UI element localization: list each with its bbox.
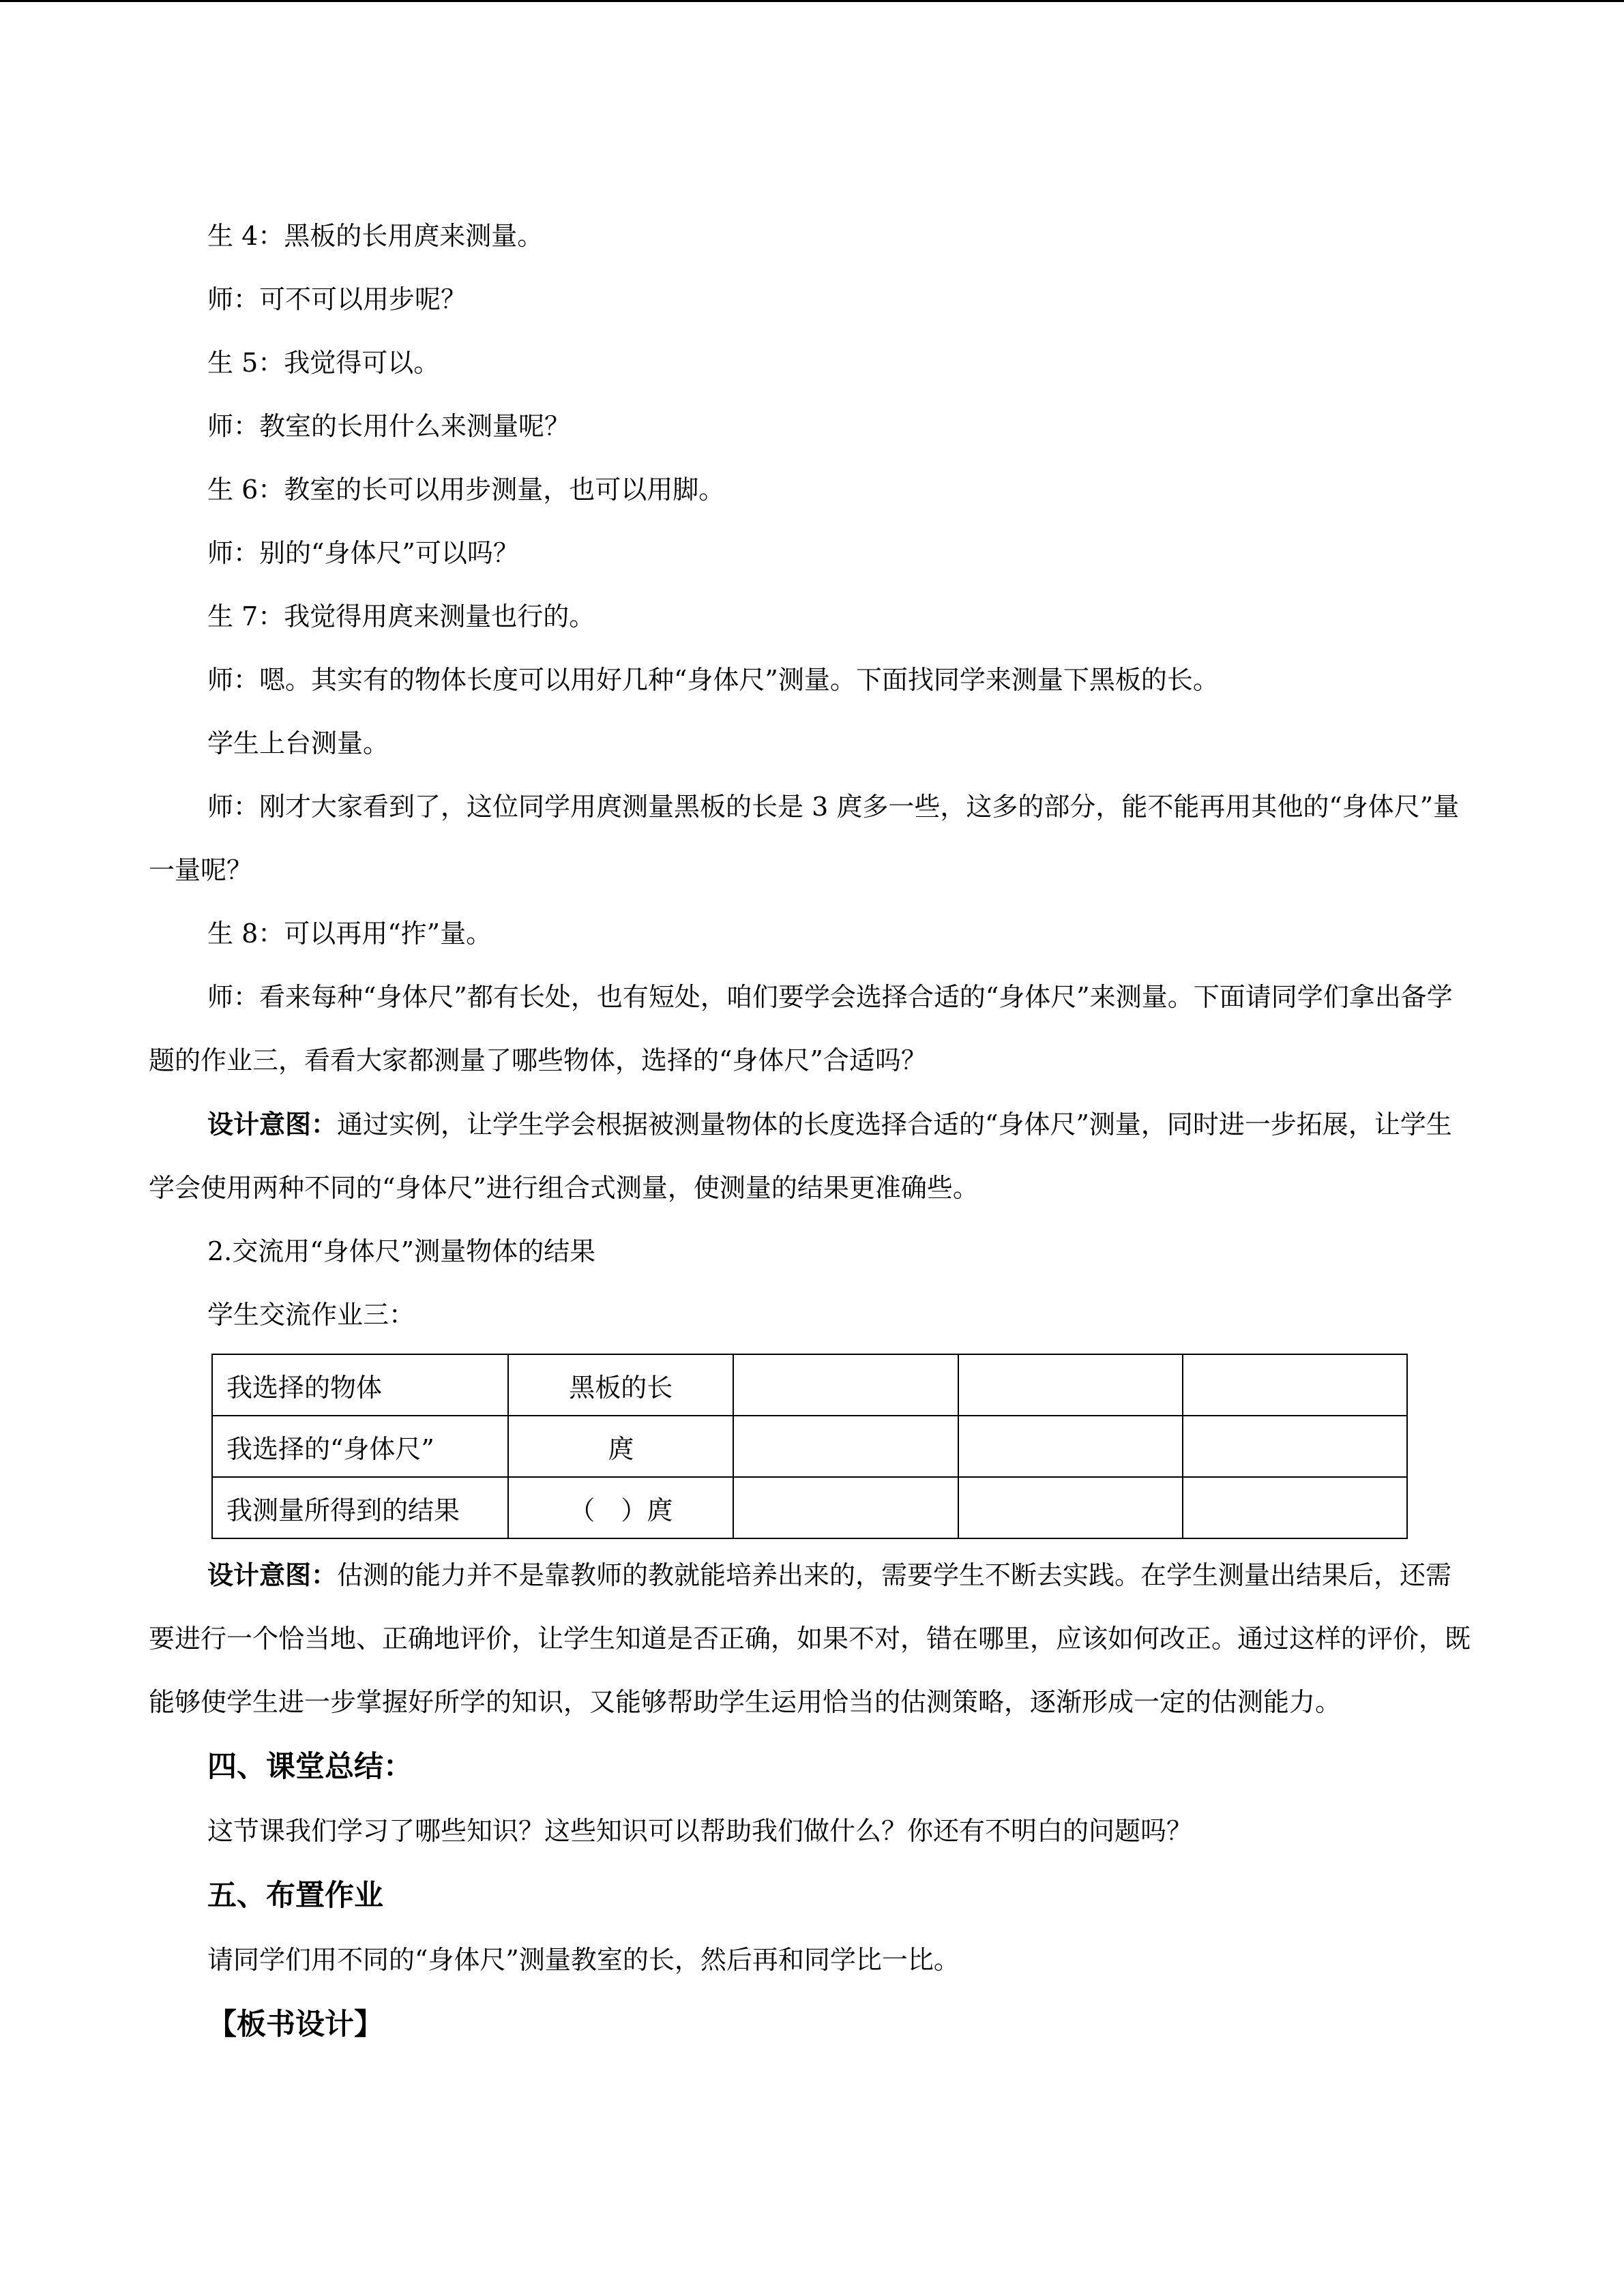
- design-intent-1: [149, 1092, 1472, 1220]
- table-row: [212, 1416, 1407, 1477]
- table-cell: 黑板的长: [508, 1354, 733, 1416]
- dialogue-line-7: 生 7：我觉得用庹来测量也行的。: [207, 601, 595, 631]
- table-cell: 庹: [508, 1416, 733, 1477]
- section-2-intro: 学生交流作业三：: [207, 1300, 415, 1330]
- page-top-border: [0, 0, 1624, 2]
- dialogue-line-12: 师：看来每种“身体尺”都有长处，也有短处，咱们要学会选择合适的“身体尺”来测量。下面请同学们拿出备学题的作业三，看看大家都测量了哪些物体，选择的“身体尺”合适吗？: [149, 982, 1453, 1075]
- dialogue-line-11: 生 8：可以再用“拃”量。: [207, 919, 492, 949]
- table-cell: 我测量所得到的结果: [212, 1477, 508, 1538]
- table-cell: [958, 1477, 1183, 1538]
- design-intent-2-label: 设计意图：: [207, 1560, 338, 1590]
- table-row: [212, 1477, 1407, 1538]
- dialogue-line-3: 生 5：我觉得可以。: [207, 348, 440, 378]
- design-intent-1-label: 设计意图：: [207, 1109, 338, 1139]
- section-4-text: 这节课我们学习了哪些知识？这些知识可以帮助我们做什么？你还有不明白的问题吗？: [207, 1816, 1193, 1846]
- section-2-title: 2.交流用“身体尺”测量物体的结果: [207, 1236, 596, 1266]
- dialogue-line-2: 师：可不可以用步呢？: [207, 284, 467, 314]
- table-cell: [733, 1416, 958, 1477]
- dialogue-line-4: 师：教室的长用什么来测量呢？: [207, 411, 571, 441]
- table-cell: （ ）庹: [508, 1477, 733, 1538]
- dialogue-line-9: 学生上台测量。: [207, 728, 389, 758]
- board-design-title: 【板书设计】: [207, 2008, 383, 2042]
- design-intent-2-text: 估测的能力并不是靠教师的教就能培养出来的，需要学生不断去实践。在学生测量出结果后，还需要进行一个恰当地、正确地评价，让学生知道是否正确，如果不对，错在哪里，应该如何改正。通过这样的评价，既能够使学生进一步掌握好所学的知识，又能够帮助学生运用恰当的估测策略，逐渐形成一定的估测能力。: [149, 1560, 1471, 1717]
- results-table-wrapper: [211, 1354, 1472, 1539]
- table-cell: [1183, 1416, 1407, 1477]
- dialogue-line-6: 师：别的“身体尺”可以吗？: [207, 538, 519, 568]
- table-cell: [958, 1354, 1183, 1416]
- section-5-title: 五、布置作业: [207, 1879, 383, 1913]
- results-table: [211, 1354, 1408, 1539]
- design-intent-1-text: 通过实例，让学生学会根据被测量物体的长度选择合适的“身体尺”测量，同时进一步拓展，让学生学会使用两种不同的“身体尺”进行组合式测量，使测量的结果更准确些。: [149, 1109, 1452, 1203]
- table-cell: [1183, 1354, 1407, 1416]
- table-row: [212, 1354, 1407, 1416]
- table-cell: [733, 1354, 958, 1416]
- table-cell: [733, 1477, 958, 1538]
- section-5-text: 请同学们用不同的“身体尺”测量教室的长，然后再和同学比一比。: [207, 1945, 960, 1975]
- document-body: [149, 205, 1472, 2057]
- design-intent-2: [149, 1543, 1472, 1734]
- table-cell: [1183, 1477, 1407, 1538]
- section-4-title: 四、课堂总结：: [207, 1750, 413, 1784]
- table-cell: [958, 1416, 1183, 1477]
- table-cell: 我选择的物体: [212, 1354, 508, 1416]
- dialogue-line-8: 师：嗯。其实有的物体长度可以用好几种“身体尺”测量。下面找同学来测量下黑板的长。: [207, 665, 1219, 695]
- table-cell: 我选择的“身体尺”: [212, 1416, 508, 1477]
- dialogue-line-10: 师：刚才大家看到了，这位同学用庹测量黑板的长是 3 庹多一些，这多的部分，能不能再用其他的“身体尺”量一量呢？: [149, 792, 1460, 885]
- dialogue-line-5: 生 6：教室的长可以用步测量，也可以用脚。: [207, 475, 725, 505]
- dialogue-line-1: 生 4：黑板的长用庹来测量。: [207, 221, 544, 251]
